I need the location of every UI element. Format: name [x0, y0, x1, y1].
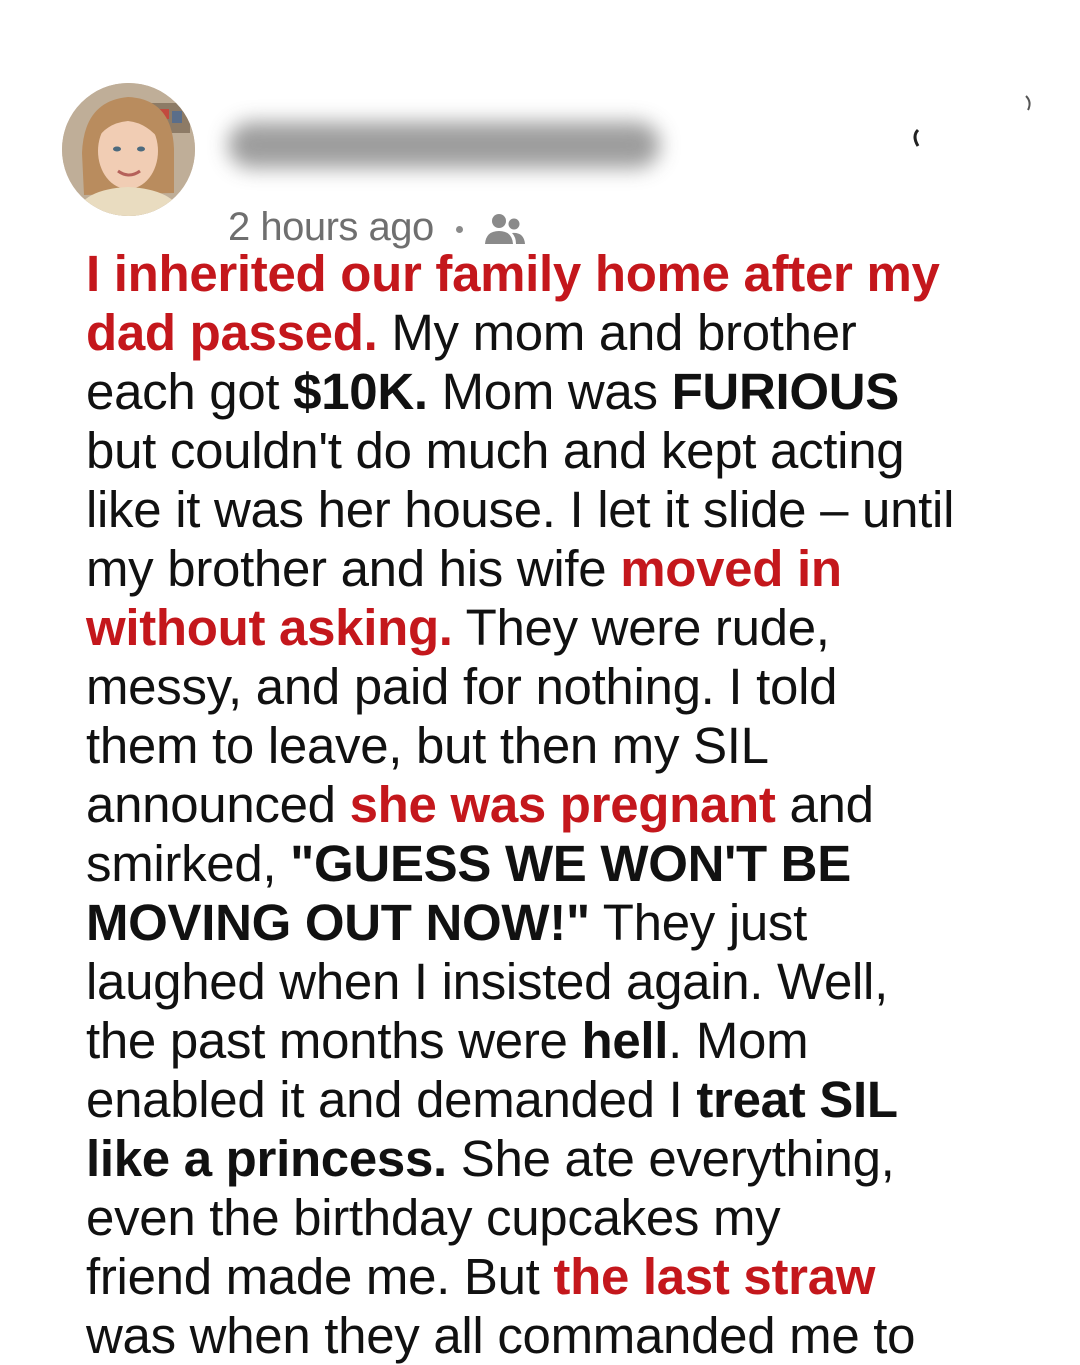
story-text: was when they all commanded me to [86, 1307, 916, 1364]
story-line [86, 1188, 1026, 1247]
story-text: smirked, [86, 835, 291, 892]
story-text: each got [86, 363, 294, 420]
story-text: friend made me. But [86, 1248, 554, 1305]
avatar[interactable] [62, 83, 195, 216]
story-line [86, 1011, 1026, 1070]
people-icon[interactable] [481, 212, 527, 246]
story-line [86, 893, 1026, 952]
story-line [86, 598, 1026, 657]
story-line [86, 303, 1026, 362]
story-text: She ate everything, [446, 1130, 895, 1187]
highlight-text: she was pregnant [349, 776, 776, 833]
story-text: them to leave, but then my SIL [86, 717, 769, 774]
story-line [86, 539, 1026, 598]
story-text: even the birthday cupcakes my [86, 1189, 781, 1246]
story-line [86, 480, 1026, 539]
story-line [86, 362, 1026, 421]
cropped-icon [906, 88, 1046, 158]
story-text: laughed when I insisted again. Well, [86, 953, 888, 1010]
timestamp: 2 hours ago [228, 204, 434, 249]
separator-dot [456, 226, 463, 233]
highlight-text: the last straw [553, 1248, 876, 1305]
bold-text: "GUESS WE WON'T BE [290, 835, 851, 892]
story-text: They just [589, 894, 808, 951]
story-text: my brother and his wife [86, 540, 621, 597]
story-text: announced [86, 776, 350, 833]
story-text: They were rude, [452, 599, 830, 656]
author-name[interactable] [228, 122, 660, 168]
story-line [86, 1129, 1026, 1188]
story-text: the past months were [86, 1012, 582, 1069]
story-text: enabled it and demanded I [86, 1071, 697, 1128]
story-text: like it was her house. I let it slide – until [86, 481, 955, 538]
story-line [86, 952, 1026, 1011]
story-text: Mom was [427, 363, 672, 420]
story-line [86, 657, 1026, 716]
bold-text: like a princess. [86, 1130, 447, 1187]
story-line [86, 716, 1026, 775]
highlight-text: dad passed. [86, 304, 378, 361]
bold-text: treat SIL [696, 1071, 898, 1128]
highlight-text: moved in [620, 540, 842, 597]
bold-text: FURIOUS [671, 363, 899, 420]
story-line [86, 421, 1026, 480]
avatar-photo [62, 83, 195, 216]
story-line [86, 1070, 1026, 1129]
story-text: messy, and paid for nothing. I told [86, 658, 838, 715]
story-text: My mom and brother [377, 304, 857, 361]
bold-text: $10K. [293, 363, 428, 420]
highlight-text: I inherited our family home after my [86, 245, 940, 302]
story-line [86, 1247, 1026, 1306]
post-body [86, 244, 1026, 1365]
bold-text: hell [581, 1012, 669, 1069]
story-line [86, 244, 1026, 303]
story-text: . Mom [668, 1012, 809, 1069]
story-line [86, 1306, 1026, 1365]
story-line [86, 834, 1026, 893]
bold-text: MOVING OUT NOW!" [86, 894, 590, 951]
story-text: but couldn't do much and kept acting [86, 422, 905, 479]
highlight-text: without asking. [86, 599, 453, 656]
story-text: and [775, 776, 874, 833]
story-line [86, 775, 1026, 834]
